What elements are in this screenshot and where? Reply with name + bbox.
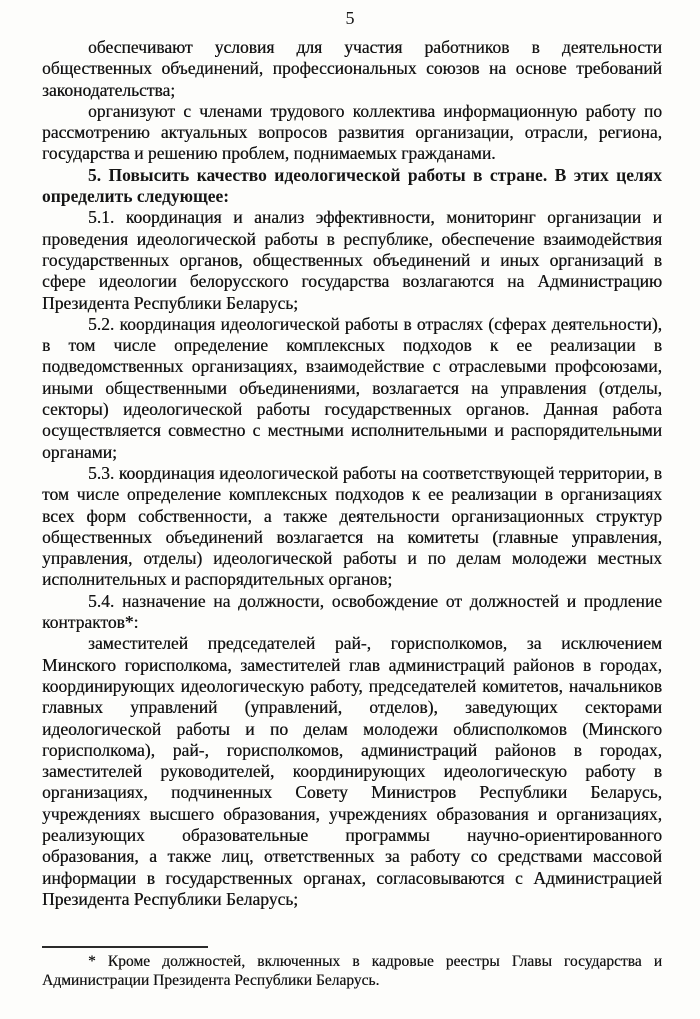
paragraph-ensure-conditions: обеспечивают условия для участия работников в деятельности общественных объединений, профессиональных союзов на основе требований законодательства; (42, 37, 662, 100)
footnote (42, 946, 662, 990)
page-number: 5 (345, 8, 355, 28)
document-body (42, 37, 662, 910)
paragraph-5-3: 5.3. координация идеологической работы на соответствующей территории, в том числе определение комплексных подходов к ее реализации в организациях всех форм собственности, а также деятельности организационных структур общественных объединений возлагается на комитеты (главные управления, управления, отделы) идеологической работы и по делам молодежи местных исполнительных и распорядительных органов; (42, 462, 662, 590)
paragraph-5-1: 5.1. координация и анализ эффективности, мониторинг организации и проведения идеологической работы в республике, обеспечение взаимодействия государственных органов, общественных объединений и иных организаций в сфере идеологии белорусского государства возлагаются на Администрацию Президента Республики Беларусь; (42, 207, 662, 313)
paragraph-5-4: 5.4. назначение на должности, освобождение от должностей и продление контрактов*: (42, 590, 662, 633)
paragraph-5-4-positions-list: заместителей председателей рай-, горисполкомов, за исключением Минского горисполкома, заместителей глав администраций районов в городах, координирующих идеологическую работу, председателей комитетов, начальников главных управлений (управлений, отделов), заведующих секторами идеологической работы и по делам молодежи облисполкомов (Минского горисполкома), рай-, горисполкомов, администраций районов в городах, заместителей руководителей, координирующих идеологическую работу в организациях, подчиненных Совету Министров Республики Беларусь, учреждениях высшего образования, учреждениях образования и организациях, реализующих образовательные программы научно-ориентированного образования, а также лиц, ответственных за работу со средствами массовой информации в государственных органах, согласовываются с Администрацией Президента Республики Беларусь; (42, 633, 662, 909)
footnote-separator-line (42, 946, 208, 948)
footnote-text: * Кроме должностей, включенных в кадровые реестры Главы государства и Администрации Президента Республики Беларусь. (42, 953, 662, 989)
paragraph-5-2: 5.2. координация идеологической работы в отраслях (сферах деятельности), в том числе определение комплексных подходов к ее реализации в подведомственных организациях, взаимодействие с отраслевыми профсоюзами, иными общественными объединениями, возлагается на управления (отделы, секторы) идеологической работы государственных органов. Данная работа осуществляется совместно с местными исполнительными и распорядительными органами; (42, 313, 662, 462)
paragraph-organize-info-work: организуют с членами трудового коллектива информационную работу по рассмотрению актуальных вопросов развития организации, отрасли, региона, государства и решению проблем, поднимаемых гражданами. (42, 100, 662, 164)
section-5-heading: 5. Повысить качество идеологической работы в стране. В этих целях определить следующее: (42, 164, 662, 207)
